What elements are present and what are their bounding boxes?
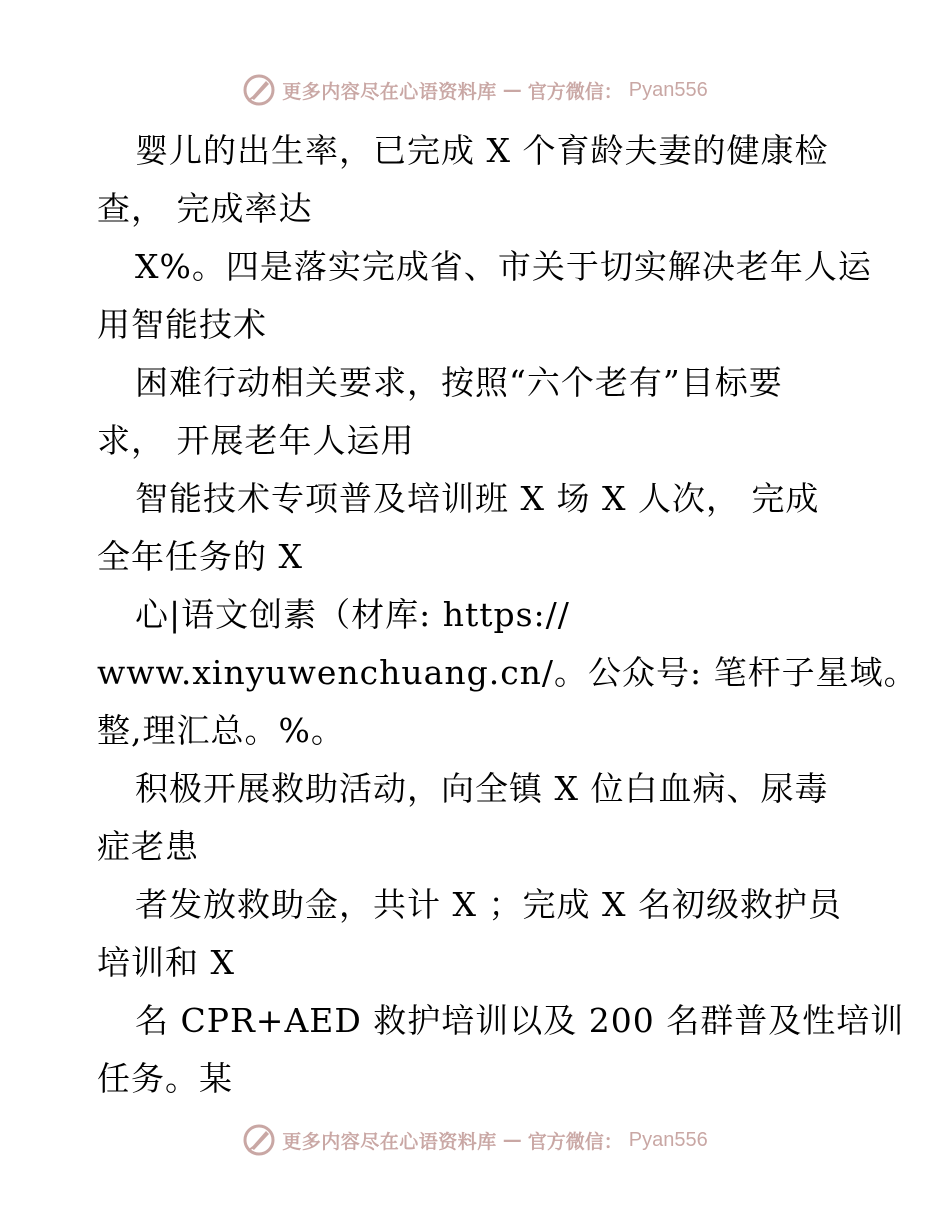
quill-logo-icon	[242, 1123, 276, 1157]
text-line: X%。四是落实完成省、市关于切实解决老年人运	[135, 247, 872, 286]
text-line: 困难行动相关要求，按照“六个老有”目标要	[135, 363, 783, 402]
text-line: 症老患	[97, 827, 199, 866]
text-line: 整,理汇总。%。	[97, 711, 345, 750]
header-banner-suffix: 官方微信：	[527, 80, 623, 103]
footer-banner-dash: —	[502, 1129, 522, 1151]
footer-wechat-id: Pyan556	[628, 1128, 708, 1151]
document-body	[97, 122, 918, 1108]
text-line: 培训和 X	[97, 943, 235, 982]
text-line: 查， 完成率达	[97, 189, 313, 228]
text-line: 婴儿的出生率，已完成 X 个育龄夫妻的健康检	[135, 131, 829, 170]
text-line: 名 CPR+AED 救护培训以及 200 名群普及性培训	[135, 1001, 905, 1040]
text-line: 心|语文创素（材库: https://	[135, 595, 570, 634]
text-line: 用智能技术	[97, 305, 267, 344]
header-banner-inner	[242, 73, 708, 107]
footer-banner-suffix: 官方微信：	[527, 1130, 623, 1153]
header-banner-text: 更多内容尽在心语资料库	[282, 80, 497, 103]
header-wechat-id: Pyan556	[628, 78, 708, 101]
text-line: 求， 开展老年人运用	[97, 421, 415, 460]
footer-banner-text: 更多内容尽在心语资料库	[282, 1130, 497, 1153]
footer-banner	[0, 1118, 950, 1162]
text-line: www.xinyuwenchuang.cn/。公众号: 笔杆子星域。	[97, 653, 918, 692]
footer-banner-inner	[242, 1123, 708, 1157]
text-line: 者发放救助金，共计 X ；完成 X 名初级救护员	[135, 885, 842, 924]
text-line: 智能技术专项普及培训班 X 场 X 人次， 完成	[135, 479, 820, 518]
quill-logo-icon	[242, 73, 276, 107]
text-line: 任务。某	[97, 1059, 233, 1098]
text-line: 全年任务的 X	[97, 537, 303, 576]
header-banner-dash: —	[502, 79, 522, 101]
header-banner	[0, 68, 950, 112]
text-line: 积极开展救助活动，向全镇 X 位白血病、尿毒	[135, 769, 829, 808]
